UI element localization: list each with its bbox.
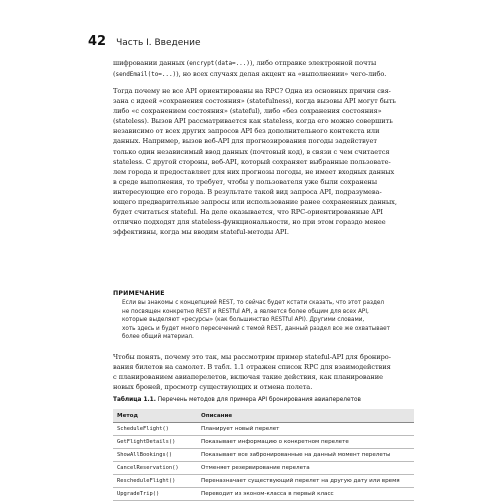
table-caption [113, 397, 361, 403]
text-line [113, 69, 413, 80]
method-name-cell: GetFlightDetails() [113, 436, 197, 449]
text-line: которые выделяют «ресурсы» (как большинство RESTful API). Другими словами, [122, 317, 365, 324]
table-row [113, 436, 414, 449]
paragraph-1 [113, 58, 413, 80]
text-line: будет считаться stateful. На деле оказывается, что RPC-ориентированные API [113, 208, 383, 217]
text-line: Чтобы понять, почему это так, мы рассмотрим пример stateful-API для брониро- [113, 353, 391, 361]
method-name-cell: UpgradeTrip() [113, 488, 197, 501]
code-fragment: sendEmail(to=...) [115, 71, 177, 79]
code-fragment: encrypt(data=...) [189, 60, 250, 67]
text-line: отлично подходят для stateless-функциональности, но при этом гораздо менее [113, 218, 386, 227]
page-number: 42 [88, 34, 107, 49]
table-caption-label: Таблица 1.1. [113, 397, 156, 403]
table-row [113, 475, 414, 488]
page-header [88, 34, 201, 49]
text-line: интересующие его города. В результате такой вид запроса API, подразумева- [113, 187, 382, 196]
table-header-row [113, 409, 414, 423]
text-line: Если вы знакомы с концепцией REST, то сейчас будет кстати сказать, что этот раздел [122, 300, 385, 306]
text-line: Тогда почему не все API ориентированы на RPC? Одна из основных причин свя- [113, 87, 391, 95]
table-caption-text: Перечень методов для примера API бронирования авиаперелетов [155, 397, 361, 403]
table-row [113, 423, 414, 436]
text-line: эффективны, когда мы вводим stateful-методы API. [113, 228, 289, 237]
method-description-cell: Переводит из эконом-класса в первый класс [197, 488, 414, 501]
method-name-cell: RescheduleFlight() [113, 475, 197, 488]
table-row [113, 462, 414, 475]
text-line: более общий материал. [122, 334, 194, 341]
paragraph-2 [113, 86, 413, 237]
text-line: вания билетов на самолет. В табл. 1.1 отражен список RPC для взаимодействия [113, 363, 391, 372]
text-line: данных. Например, вызов веб-API для прогнозирования погоды задействует [113, 137, 377, 146]
text-line: независимо от всех других запросов API без дополнительного контекста или [113, 127, 380, 136]
text-fragment: ( [113, 70, 116, 79]
text-line: stateless. С другой стороны, веб-API, который сохраняет выбранные пользовате- [113, 157, 391, 166]
note-box [113, 290, 413, 342]
text-line: либо «с сохранением состояния» (stateful), либо «без сохранения состояния» [113, 107, 382, 116]
text-line: новых броней, просмотр существующих и отмена полета. [113, 383, 313, 392]
text-line: ющего предварительные запросы или использование ранее сохраненных данных, [113, 198, 397, 207]
methods-table [113, 409, 414, 501]
table-row [113, 449, 414, 462]
text-fragment: шифровании данных ( [113, 59, 190, 67]
method-name-cell: ScheduleFlight() [113, 423, 197, 436]
column-header-description: Описание [197, 409, 414, 423]
method-name-cell: CancelReservation() [113, 462, 197, 475]
method-description-cell: Отменяет резервирование перелета [197, 462, 414, 475]
table-row [113, 488, 414, 501]
text-fragment: ), либо отправке электронной почты [249, 59, 377, 67]
method-description-cell: Переназначает существующий перелет на другую дату или время [197, 475, 414, 488]
method-name-cell: ShowAllBookings() [113, 449, 197, 462]
note-title: ПРИМЕЧАНИЕ [113, 290, 165, 297]
text-line: в среде выполнения, то требует, чтобы у пользователя уже были сохранены [113, 177, 378, 186]
method-description-cell: Показывает все забронированные на данный момент перелеты [197, 449, 414, 462]
text-line: лем города и предоставляет для них прогнозы погоды, не имеет входных данных [113, 167, 395, 176]
method-description-cell: Планирует новый перелет [197, 423, 414, 436]
running-title: Часть I. Введение [116, 38, 201, 48]
text-fragment: ), но всех случаях делая акцент на «выполнении» чего-либо. [176, 70, 387, 79]
text-line: не посвящен конкретно REST и RESTful API, а является более общим для всех API, [122, 308, 369, 315]
text-line: зана с идеей «сохранения состояния» (statefulness), когда вызовы API могут быть [113, 97, 396, 106]
text-line: (stateless). Вызов API рассматривается как stateless, когда его можно совершить [113, 117, 393, 126]
method-description-cell: Показывает информацию о конкретном перелете [197, 436, 414, 449]
column-header-method: Метод [113, 409, 197, 423]
text-line: с планированием авиаперелетов, включая такие действия, как планирование [113, 373, 383, 382]
note-body [122, 299, 408, 342]
text-line [113, 58, 413, 69]
text-line: только один независимый ввод данных (почтовый код), в связи с чем считается [113, 147, 390, 156]
text-line: хоть здесь и будет много пересечений с темой REST, данный раздел все же охватывает [122, 325, 390, 332]
paragraph-3 [113, 352, 413, 392]
